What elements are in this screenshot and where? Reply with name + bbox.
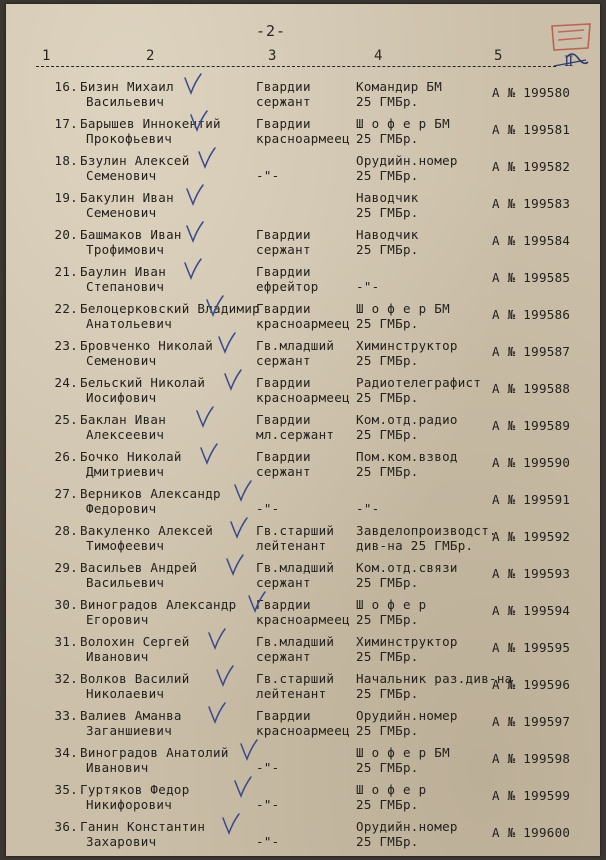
surname-name: Васильев Андрей xyxy=(80,560,198,575)
patronymic: Степанович xyxy=(86,279,165,294)
column-header-5: 5 xyxy=(494,48,503,64)
column-header-1: 1 xyxy=(42,48,51,64)
table-row xyxy=(6,746,600,782)
patronymic: Дмитриевич xyxy=(86,464,165,479)
patronymic: Иосифович xyxy=(86,390,157,405)
rank-line-2: -"- xyxy=(256,834,280,849)
rank-line-1: Гв.младший xyxy=(256,634,335,649)
patronymic: Иванович xyxy=(86,760,149,775)
position-line-2: -"- xyxy=(356,279,380,294)
check-mark-icon xyxy=(206,627,228,651)
check-mark-icon xyxy=(246,590,268,614)
serial-number: А № 199582 xyxy=(492,159,571,174)
row-number: 26. xyxy=(54,449,78,464)
row-number: 35. xyxy=(54,782,78,797)
position-line-1: Орудийн.номер xyxy=(356,153,458,168)
table-row xyxy=(6,339,600,375)
position-line-1: Ш о ф е р БМ xyxy=(356,301,450,316)
surname-name: Бровченко Николай xyxy=(80,338,214,353)
position-line-2: 25 ГМБр. xyxy=(356,131,419,146)
rank-line-2: сержант xyxy=(256,649,311,664)
rank-line-2: ефрейтор xyxy=(256,279,319,294)
position-line-2: 25 ГМБр. xyxy=(356,575,419,590)
table-row xyxy=(6,80,600,116)
position-line-2: 25 ГМБр. xyxy=(356,464,419,479)
check-mark-icon xyxy=(214,664,236,688)
patronymic: Васильевич xyxy=(86,575,165,590)
position-line-2: 25 ГМБр. xyxy=(356,168,419,183)
table-row xyxy=(6,561,600,597)
check-mark-icon xyxy=(188,109,210,133)
surname-name: Бочко Николай xyxy=(80,449,182,464)
position-line-2: 25 ГМБр. xyxy=(356,316,419,331)
serial-number: А № 199600 xyxy=(492,825,571,840)
row-number: 27. xyxy=(54,486,78,501)
surname-name: Бакулин Иван xyxy=(80,190,174,205)
serial-number: А № 199583 xyxy=(492,196,571,211)
rank-line-2: лейтенант xyxy=(256,538,327,553)
rank-line-2: красноармеец xyxy=(256,612,350,627)
row-number: 34. xyxy=(54,745,78,760)
position-line-2: 25 ГМБр. xyxy=(356,797,419,812)
surname-name: Волохин Сергей xyxy=(80,634,190,649)
check-mark-icon xyxy=(206,701,228,725)
rank-line-2: -"- xyxy=(256,501,280,516)
serial-number: А № 199580 xyxy=(492,85,571,100)
document-page xyxy=(6,4,600,856)
table-row xyxy=(6,154,600,190)
position-line-1: Ком.отд.радио xyxy=(356,412,458,427)
check-mark-icon xyxy=(194,405,216,429)
surname-name: Ганин Константин xyxy=(80,819,206,834)
position-line-1: Наводчик xyxy=(356,190,419,205)
table-row xyxy=(6,117,600,153)
row-number: 18. xyxy=(54,153,78,168)
patronymic: Анатольевич xyxy=(86,316,173,331)
row-number: 28. xyxy=(54,523,78,538)
position-line-1: Орудийн.номер xyxy=(356,708,458,723)
rank-line-1: Гв.старший xyxy=(256,671,335,686)
row-number: 23. xyxy=(54,338,78,353)
rank-line-1: Гвардии xyxy=(256,597,311,612)
position-line-2: 25 ГМБр. xyxy=(356,686,419,701)
serial-number: А № 199585 xyxy=(492,270,571,285)
row-number: 24. xyxy=(54,375,78,390)
serial-number: А № 199592 xyxy=(492,529,571,544)
position-line-1: Радиотелеграфист xyxy=(356,375,482,390)
position-line-2: 25 ГМБр. xyxy=(356,834,419,849)
rank-line-2: красноармеец xyxy=(256,723,350,738)
patronymic: Егорович xyxy=(86,612,149,627)
patronymic: Федорович xyxy=(86,501,157,516)
row-number: 17. xyxy=(54,116,78,131)
check-mark-icon xyxy=(216,331,238,355)
position-line-2: 25 ГМБр. xyxy=(356,353,419,368)
patronymic: Васильевич xyxy=(86,94,165,109)
table-row xyxy=(6,228,600,264)
patronymic: Семенович xyxy=(86,353,157,368)
row-number: 29. xyxy=(54,560,78,575)
rank-line-1: Гвардии xyxy=(256,264,311,279)
rank-line-2: сержант xyxy=(256,464,311,479)
table-row xyxy=(6,524,600,560)
position-line-2: 25 ГМБр. xyxy=(356,94,419,109)
table-row xyxy=(6,487,600,523)
rank-line-2: лейтенант xyxy=(256,686,327,701)
rank-line-2: сержант xyxy=(256,575,311,590)
surname-name: Волков Василий xyxy=(80,671,190,686)
stamp-text: Ⅱ xyxy=(564,54,574,70)
patronymic: Трофимович xyxy=(86,242,165,257)
patronymic: Никифорович xyxy=(86,797,173,812)
table-row xyxy=(6,413,600,449)
table-row xyxy=(6,709,600,745)
rank-line-1: Гвардии xyxy=(256,79,311,94)
row-number: 30. xyxy=(54,597,78,612)
position-line-1: Ш о ф е р БМ xyxy=(356,116,450,131)
serial-number: А № 199593 xyxy=(492,566,571,581)
position-line-1: Наводчик xyxy=(356,227,419,242)
column-header-2: 2 xyxy=(146,48,155,64)
table-row xyxy=(6,672,600,708)
position-line-2: 25 ГМБр. xyxy=(356,723,419,738)
rank-line-1: Гвардии xyxy=(256,375,311,390)
surname-name: Виноградов Анатолий xyxy=(80,745,229,760)
patronymic: Семенович xyxy=(86,205,157,220)
row-number: 33. xyxy=(54,708,78,723)
column-header-4: 4 xyxy=(374,48,383,64)
serial-number: А № 199599 xyxy=(492,788,571,803)
position-line-1: Завделопроизводст. xyxy=(356,523,497,538)
table-row xyxy=(6,265,600,301)
patronymic: Иванович xyxy=(86,649,149,664)
surname-name: Барышев Иннокентий xyxy=(80,116,221,131)
table-row xyxy=(6,783,600,819)
surname-name: Верников Александр xyxy=(80,486,221,501)
table-row xyxy=(6,820,600,856)
position-line-2: 25 ГМБр. xyxy=(356,205,419,220)
serial-number: А № 199581 xyxy=(492,122,571,137)
patronymic: Заганшиевич xyxy=(86,723,173,738)
rank-line-1: Гвардии xyxy=(256,227,311,242)
position-line-1: Пом.ком.взвод xyxy=(356,449,458,464)
rank-line-1: Гвардии xyxy=(256,301,311,316)
rank-line-2: сержант xyxy=(256,94,311,109)
table-row xyxy=(6,598,600,634)
surname-name: Виноградов Александр xyxy=(80,597,237,612)
surname-name: Бзулин Алексей xyxy=(80,153,190,168)
surname-name: Вакуленко Алексей xyxy=(80,523,214,538)
check-mark-icon xyxy=(196,146,218,170)
column-header-3: 3 xyxy=(268,48,277,64)
rank-line-2: красноармеец xyxy=(256,390,350,405)
rank-line-2: -"- xyxy=(256,760,280,775)
serial-number: А № 199595 xyxy=(492,640,571,655)
serial-number: А № 199590 xyxy=(492,455,571,470)
position-line-1: Химинструктор xyxy=(356,338,458,353)
patronymic: Захарович xyxy=(86,834,157,849)
check-mark-icon xyxy=(232,479,254,503)
surname-name: Белоцерковский Владимир xyxy=(80,301,260,316)
rank-line-2: красноармеец xyxy=(256,316,350,331)
position-line-2: 25 ГМБр. xyxy=(356,612,419,627)
check-mark-icon xyxy=(204,294,226,318)
check-mark-icon xyxy=(184,220,206,244)
rank-line-1: Гв.старший xyxy=(256,523,335,538)
check-mark-icon xyxy=(184,183,206,207)
row-number: 21. xyxy=(54,264,78,279)
check-mark-icon xyxy=(238,738,260,762)
table-row xyxy=(6,635,600,671)
archive-stamp xyxy=(546,18,596,78)
row-number: 31. xyxy=(54,634,78,649)
rank-line-2: сержант xyxy=(256,353,311,368)
row-number: 25. xyxy=(54,412,78,427)
position-line-2: 25 ГМБр. xyxy=(356,427,419,442)
table-row xyxy=(6,191,600,227)
position-line-1: Ш о ф е р БМ xyxy=(356,745,450,760)
rank-line-2: мл.сержант xyxy=(256,427,335,442)
check-mark-icon xyxy=(182,257,204,281)
position-line-2: 25 ГМБр. xyxy=(356,760,419,775)
serial-number: А № 199594 xyxy=(492,603,571,618)
serial-number: А № 199597 xyxy=(492,714,571,729)
position-line-2: 25 ГМБр. xyxy=(356,649,419,664)
position-line-1: Командир БМ xyxy=(356,79,443,94)
position-line-2: 25 ГМБр. xyxy=(356,390,419,405)
rank-line-1: Гвардии xyxy=(256,449,311,464)
rank-line-1: Гв.младший xyxy=(256,560,335,575)
serial-number: А № 199591 xyxy=(492,492,571,507)
patronymic: Алексеевич xyxy=(86,427,165,442)
serial-number: А № 199586 xyxy=(492,307,571,322)
surname-name: Баулин Иван xyxy=(80,264,167,279)
rank-line-2: красноармеец xyxy=(256,131,350,146)
rank-line-1: Гвардии xyxy=(256,708,311,723)
patronymic: Николаевич xyxy=(86,686,165,701)
serial-number: А № 199598 xyxy=(492,751,571,766)
header-rule xyxy=(36,66,556,67)
surname-name: Башмаков Иван xyxy=(80,227,182,242)
row-number: 36. xyxy=(54,819,78,834)
patronymic: Прокофьевич xyxy=(86,131,173,146)
table-row xyxy=(6,302,600,338)
patronymic: Тимофеевич xyxy=(86,538,165,553)
position-line-1: Химинструктор xyxy=(356,634,458,649)
patronymic: Семенович xyxy=(86,168,157,183)
position-line-2: див-на 25 ГМБр. xyxy=(356,538,474,553)
table-row xyxy=(6,376,600,412)
table-row xyxy=(6,450,600,486)
position-line-1: Орудийн.номер xyxy=(356,819,458,834)
surname-name: Бизин Михаил xyxy=(80,79,174,94)
position-line-1: Ком.отд.связи xyxy=(356,560,458,575)
serial-number: А № 199587 xyxy=(492,344,571,359)
rank-line-1: Гв.младший xyxy=(256,338,335,353)
row-number: 20. xyxy=(54,227,78,242)
position-line-1: Начальник раз.див-на xyxy=(356,671,513,686)
check-mark-icon xyxy=(222,368,244,392)
check-mark-icon xyxy=(228,516,250,540)
row-number: 19. xyxy=(54,190,78,205)
serial-number: А № 199584 xyxy=(492,233,571,248)
row-number: 22. xyxy=(54,301,78,316)
surname-name: Валиев Аманва xyxy=(80,708,182,723)
rank-line-1: Гвардии xyxy=(256,412,311,427)
serial-number: А № 199589 xyxy=(492,418,571,433)
check-mark-icon xyxy=(220,812,242,836)
surname-name: Гуртяков Федор xyxy=(80,782,190,797)
check-mark-icon xyxy=(198,442,220,466)
position-line-2: 25 ГМБр. xyxy=(356,242,419,257)
rank-line-1: Гвардии xyxy=(256,116,311,131)
rank-line-2: -"- xyxy=(256,168,280,183)
rank-line-2: сержант xyxy=(256,242,311,257)
row-number: 16. xyxy=(54,79,78,94)
position-line-1: Ш о ф е р xyxy=(356,597,427,612)
check-mark-icon xyxy=(224,553,246,577)
page-number: -2- xyxy=(256,22,287,40)
serial-number: А № 199588 xyxy=(492,381,571,396)
row-number: 32. xyxy=(54,671,78,686)
rank-line-2: -"- xyxy=(256,797,280,812)
surname-name: Баклан Иван xyxy=(80,412,167,427)
check-mark-icon xyxy=(182,72,204,96)
check-mark-icon xyxy=(232,775,254,799)
position-line-1: Ш о ф е р xyxy=(356,782,427,797)
serial-number: А № 199596 xyxy=(492,677,571,692)
position-line-2: -"- xyxy=(356,501,380,516)
surname-name: Бельский Николай xyxy=(80,375,206,390)
